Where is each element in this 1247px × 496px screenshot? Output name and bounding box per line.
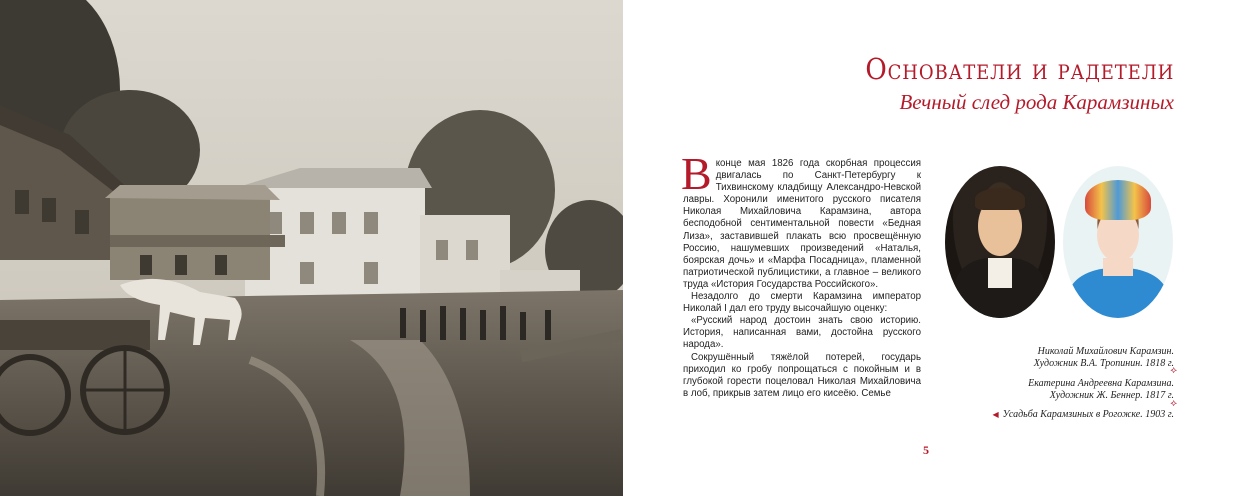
page-subtitle: Вечный след рода Карамзиных xyxy=(899,90,1174,114)
page-number: 5 xyxy=(923,443,929,457)
caption-photo-text: Усадьба Карамзиных в Рогожке. 1903 г. xyxy=(1002,409,1174,420)
text-page xyxy=(623,0,1247,496)
caption-1-line-2: Художник В.А. Тропинин. 1818 г. xyxy=(1033,357,1174,369)
portrait-karamzina xyxy=(1063,166,1173,318)
caption-1-line-1: Николай Михайлович Карамзин. xyxy=(1037,346,1174,357)
ornament-icon: ⟡ xyxy=(1170,398,1177,409)
dropcap: В xyxy=(681,148,712,199)
caption-2-line-1: Екатерина Андреевна Карамзина. xyxy=(1028,378,1174,389)
arrow-left-icon: ◀ xyxy=(992,410,999,419)
caption-2-line-2: Художник Ж. Беннер. 1817 г. xyxy=(1049,389,1174,401)
ornament-icon: ⟡ xyxy=(1170,365,1177,376)
paragraph-2: Незадолго до смерти Карамзина император Николай I дал его труду высочайшую оценку: xyxy=(683,291,921,315)
paragraph-1 xyxy=(681,148,921,291)
paragraph-3: «Русский народ достоин знать свою историю. История, написанная вами, достойна русского народа». xyxy=(683,315,921,351)
paragraph-4: Сокрушённый тяжёлой потерей, государь приходил ко гробу попрощаться с покойным и в глубокой горести поцеловал Николая Михайловича в лоб, прикрыв затем лицо его кисеёю. Семье xyxy=(683,351,921,399)
estate-photo xyxy=(0,0,623,496)
caption-portrait-1 xyxy=(1034,346,1174,369)
caption-portrait-2 xyxy=(1028,378,1174,401)
estate-photo-drawing xyxy=(0,0,623,496)
portrait-karamzin xyxy=(945,166,1055,318)
article-text xyxy=(681,148,921,400)
caption-photo xyxy=(992,409,1174,421)
paragraph-1-text: конце мая 1826 года скорбная процессия двигалась по Санкт-Петербургу к Тихвинскому кладбищу Александро-Невской лавры. Хоронили именитого русского писателя Николая Михайловича Карамзина, автора бесподобной сентиментальной повести «Бедная Лиза», заставившей плакать всю просвещённую Россию, нашумевших произведений «Наталья, боярская дочь» и «Марфа Посадница», пламенной патриотической публицистики, а главное – великого труда «История Государства Российского». xyxy=(683,158,921,290)
page-title: Основатели и радетели xyxy=(865,52,1174,86)
